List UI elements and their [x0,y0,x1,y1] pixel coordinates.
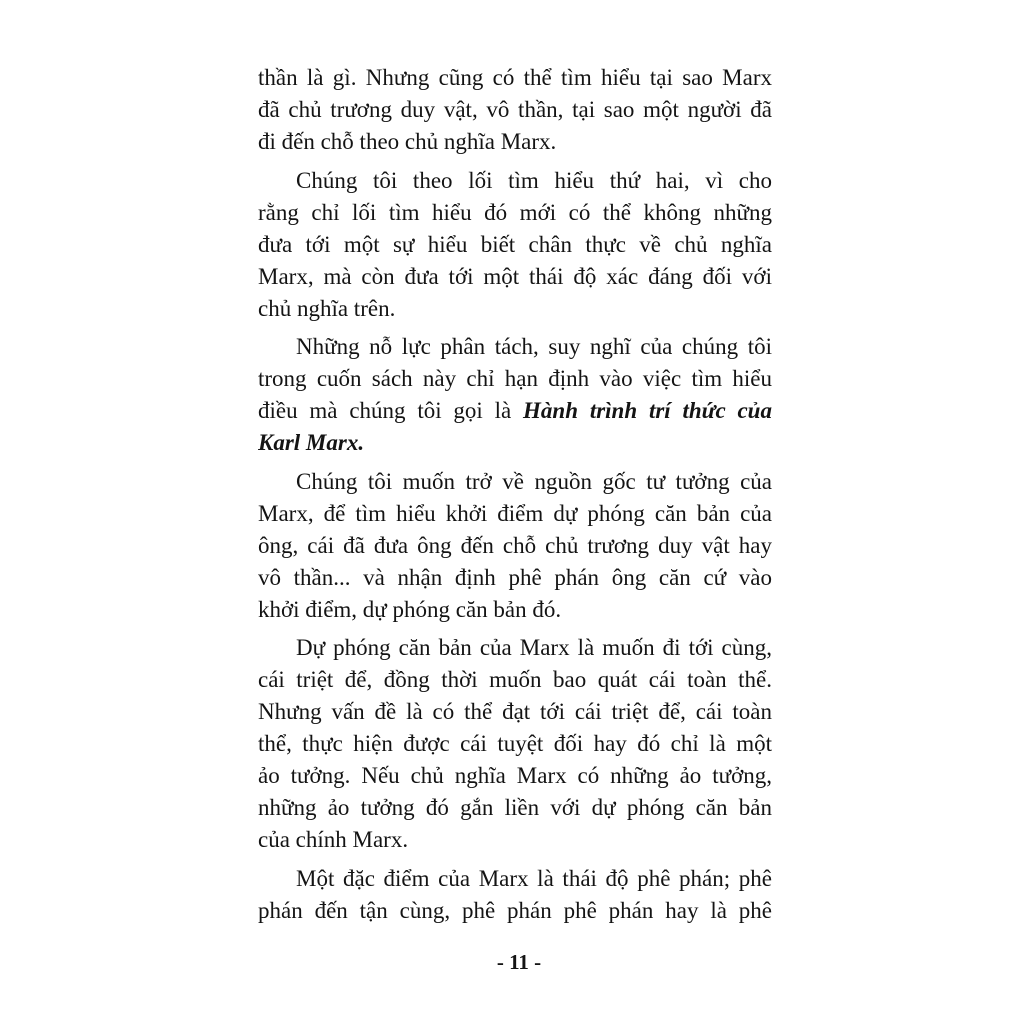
text-line: Một đặc điểm của Marx là thái độ phê phán; phê [296,865,772,891]
text-line: cái triệt để, đồng thời muốn bao quát cái toàn thể. [258,667,772,693]
book-title-emphasis: Hành trình trí thức của [523,398,772,424]
text-line: thần là gì. Nhưng cũng có thể tìm hiểu tại sao Marx [258,65,772,90]
text-line: Dự phóng căn bản của Marx là muốn đi tới cùng, [296,635,772,661]
paragraph-3 [258,331,772,459]
book-title-emphasis: Karl Marx. [258,430,365,456]
text-line: Nhưng vấn đề là có thể đạt tới cái triệt để, cái toàn [258,699,772,725]
text-line: trong cuốn sách này chỉ hạn định vào việc tìm hiểu [258,366,772,392]
text-line: Chúng tôi theo lối tìm hiểu thứ hai, vì cho [296,167,772,193]
text-line: khởi điểm, dự phóng căn bản đó. [258,596,562,622]
text-line: Marx, để tìm hiểu khởi điểm dự phóng căn bản của [258,500,772,526]
text-line: đưa tới một sự hiểu biết chân thực về chủ nghĩa [258,231,772,257]
text-line: ảo tưởng. Nếu chủ nghĩa Marx có những ảo tưởng, [258,763,772,789]
paragraph-5 [258,632,772,856]
paragraph-1 [258,62,772,158]
page-number: - 11 - [496,950,542,974]
text-line: những ảo tưởng đó gắn liền với dự phóng căn bản [258,795,772,821]
text-line: phán đến tận cùng, phê phán phê phán hay là phê [258,897,772,923]
text-line: chủ nghĩa trên. [258,295,396,321]
text-line: Những nỗ lực phân tách, suy nghĩ của chúng tôi [296,334,772,360]
text-line: ông, cái đã đưa ông đến chỗ chủ trương duy vật hay [258,532,772,558]
text-line: vô thần... và nhận định phê phán ông căn cứ vào [258,564,772,590]
paragraph-2 [258,165,772,325]
text-line: Chúng tôi muốn trở về nguồn gốc tư tưởng của [296,468,772,494]
text-line: của chính Marx. [258,827,409,853]
text-line [258,427,772,459]
paragraph-6 [258,863,772,927]
text-column [258,62,772,927]
text-line: Marx, mà còn đưa tới một thái độ xác đáng đối với [258,263,772,289]
text-segment: điều mà chúng tôi gọi là [258,398,512,424]
text-line: đã chủ trương duy vật, vô thần, tại sao một người đã [258,97,772,122]
paragraph-4 [258,466,772,626]
text-line: đi đến chỗ theo chủ nghĩa Marx. [258,129,557,154]
text-line: rằng chỉ lối tìm hiểu đó mới có thể không những [258,199,772,225]
text-line: thể, thực hiện được cái tuyệt đối hay đó chỉ là một [258,731,772,757]
text-line-mixed [258,395,772,427]
